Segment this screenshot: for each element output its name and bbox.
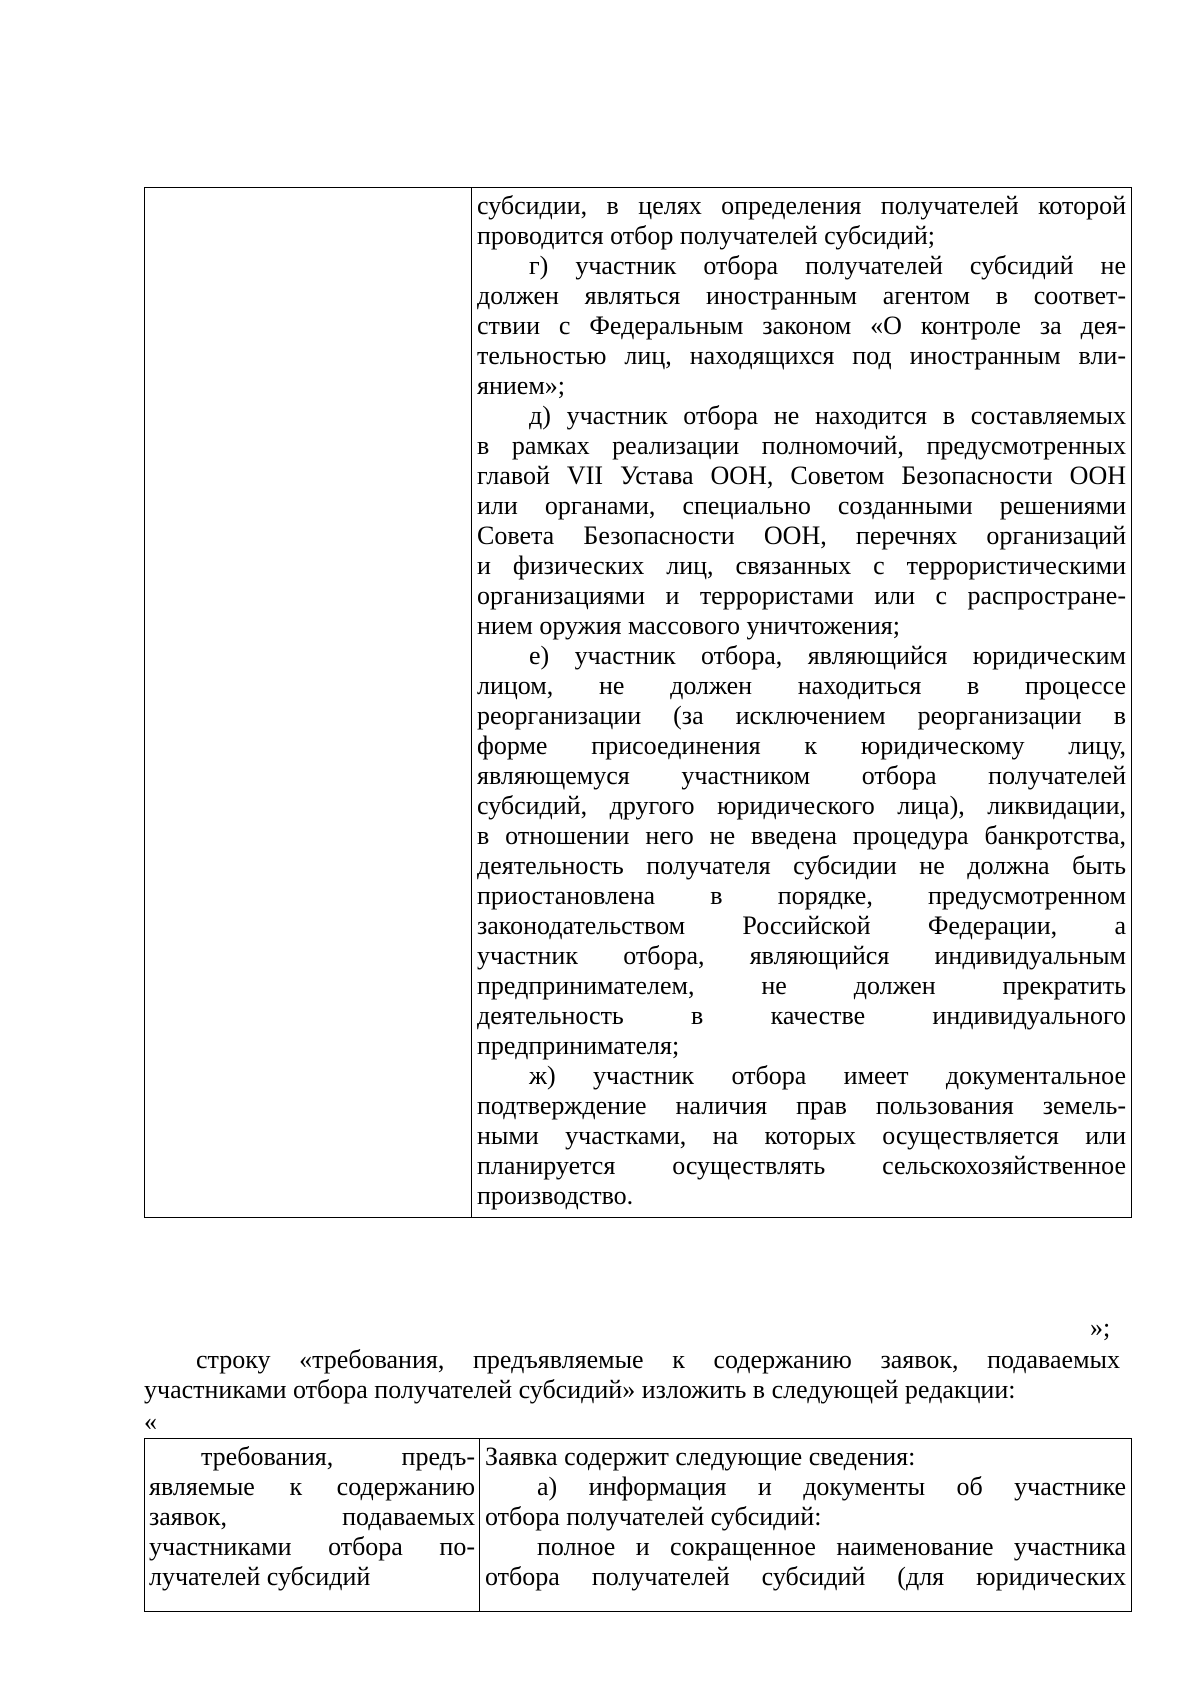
- text-line: субсидий, другого юридического лица), ликвидации,: [477, 791, 1126, 820]
- text-line: в отношении него не введена процедура банкротства,: [477, 821, 1126, 850]
- text-line: тельностью лиц, находящихся под иностранным вли-: [477, 341, 1126, 370]
- text-line: лучателей субсидий: [149, 1562, 371, 1591]
- text-line: деятельность в качестве индивидуального: [477, 1001, 1126, 1030]
- text-line: участник отбора, являющийся индивидуальным: [477, 941, 1126, 970]
- text-line: реорганизации (за исключением реорганизации в: [477, 701, 1126, 730]
- paragraph-line: строку «требования, предъявляемые к содержанию заявок, подаваемых: [196, 1345, 1120, 1374]
- amendment-paragraph: [144, 1345, 1120, 1405]
- item-g-start: г) участник отбора получателей субсидий не: [529, 251, 1126, 280]
- text-line: требования, предъ-: [201, 1442, 475, 1471]
- text-line: предпринимателя;: [477, 1031, 680, 1060]
- text-line: подтверждение наличия прав пользования земель-: [477, 1091, 1126, 1120]
- text-line: Заявка содержит следующие сведения:: [485, 1442, 916, 1471]
- text-line: заявок, подаваемых: [149, 1502, 475, 1531]
- item-d-start: д) участник отбора не находится в составляемых: [529, 401, 1126, 430]
- text-line: приостановлена в порядке, предусмотренном: [477, 881, 1126, 910]
- text-line: деятельность получателя субсидии не должна быть: [477, 851, 1126, 880]
- text-line: и физических лиц, связанных с террористическими: [477, 551, 1126, 580]
- text-line: форме присоединения к юридическому лицу,: [477, 731, 1126, 760]
- continuation-table: [144, 187, 1132, 1218]
- text-line: организациями и террористами или с распростране-: [477, 581, 1126, 610]
- text-line: главой VII Устава ООН, Советом Безопасности ООН: [477, 461, 1126, 490]
- item-e-start: е) участник отбора, являющийся юридическим: [529, 641, 1126, 670]
- text-line: должен являться иностранным агентом в соответ-: [477, 281, 1126, 310]
- item-zh-start: ж) участник отбора имеет документальное: [529, 1061, 1126, 1090]
- text-line: законодательством Российской Федерации, а: [477, 911, 1126, 940]
- item-a-start: а) информация и документы об участнике: [537, 1472, 1126, 1501]
- text-line: являющемуся участником отбора получателей: [477, 761, 1126, 790]
- left-cell-empty: [145, 188, 472, 1218]
- text-line: планируется осуществлять сельскохозяйственное: [477, 1151, 1126, 1180]
- text-line: или органами, специально созданными решениями: [477, 491, 1126, 520]
- text-line: производство.: [477, 1181, 634, 1210]
- new-wording-table: [144, 1438, 1132, 1612]
- paragraph-line: участниками отбора получателей субсидий» изложить в следующей редакции:: [144, 1375, 1016, 1404]
- text-line: полное и сокращенное наименование участника: [537, 1532, 1126, 1561]
- text-line: являемые к содержанию: [149, 1472, 475, 1501]
- row-title-cell: [145, 1439, 480, 1612]
- text-line: нием оружия массового уничтожения;: [477, 611, 900, 640]
- text-line: ствии с Федеральным законом «О контроле за дея-: [477, 311, 1126, 340]
- text-line: проводится отбор получателей субсидий;: [477, 221, 935, 250]
- text-line: Совета Безопасности ООН, перечнях организаций: [477, 521, 1126, 550]
- text-line: отбора получателей субсидий (для юридических: [485, 1562, 1126, 1591]
- text-line: янием»;: [477, 371, 566, 400]
- text-line: субсидии, в целях определения получателей которой: [477, 191, 1126, 220]
- requirements-cell: [472, 188, 1132, 1218]
- text-line: участниками отбора по-: [149, 1532, 475, 1561]
- closing-quote: »;: [1090, 1313, 1111, 1342]
- opening-quote: «: [144, 1407, 157, 1436]
- text-line: предпринимателем, не должен прекратить: [477, 971, 1126, 1000]
- application-content-cell: [480, 1439, 1132, 1612]
- text-line: ными участками, на которых осуществляется или: [477, 1121, 1126, 1150]
- text-line: лицом, не должен находиться в процессе: [477, 671, 1126, 700]
- text-line: в рамках реализации полномочий, предусмотренных: [477, 431, 1126, 460]
- text-line: отбора получателей субсидий:: [485, 1502, 822, 1531]
- table-row: [145, 1439, 1132, 1612]
- table-row: [145, 188, 1132, 1218]
